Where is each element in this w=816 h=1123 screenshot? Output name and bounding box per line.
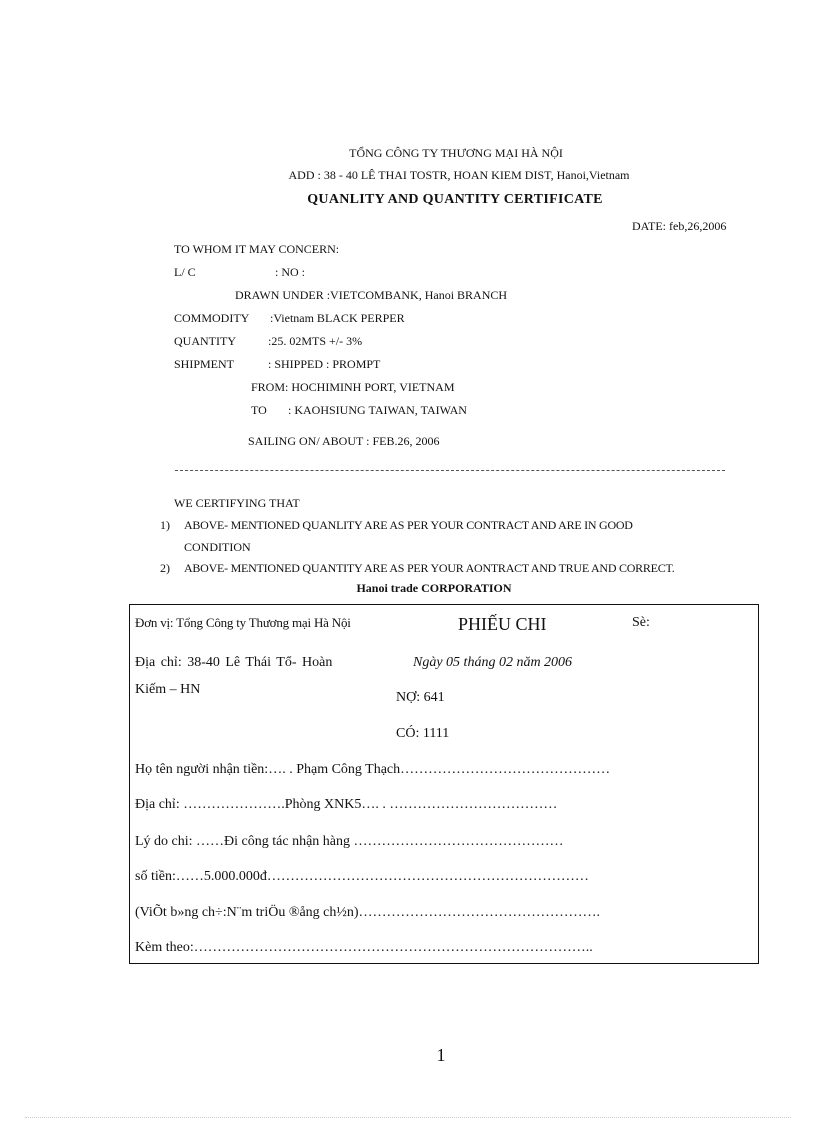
voucher-credit: CÓ: 1111 <box>396 726 450 741</box>
item-text-1-cont: CONDITION <box>184 540 251 554</box>
from-line: FROM: HOCHIMINH PORT, VIETNAM <box>251 380 455 394</box>
voucher-address-line1: Địa chỉ: 38-40 Lê Thái Tổ- Hoàn <box>135 655 333 670</box>
certificate-title: QUANLITY AND QUANTITY CERTIFICATE <box>307 192 603 207</box>
shipment-label: SHIPMENT <box>174 357 235 371</box>
lc-label: L/ C <box>174 265 196 279</box>
voucher-attachments: Kèm theo:………………………………………………………………………….. <box>135 940 593 955</box>
voucher-amount: số tiền:……5.000.000đ…………………………………………………………… <box>135 869 589 884</box>
commodity-label: COMMODITY <box>174 311 250 325</box>
lc-number: : NO : <box>275 265 305 279</box>
company-address: ADD : 38 - 40 LÊ THAI TOSTR, HOAN KIEM DIST, Hanoi,Vietnam <box>288 168 630 182</box>
commodity-value: :Vietnam BLACK PERPER <box>270 311 405 325</box>
certificate-date: DATE: feb,26,2006 <box>632 219 727 233</box>
dashed-divider <box>175 470 725 471</box>
voucher-reason: Lý do chi: ……Đi công tác nhận hàng ……………………………………… <box>135 834 564 849</box>
item-text-2: ABOVE- MENTIONED QUANTITY ARE AS PER YOUR AONTRACT AND TRUE AND CORRECT. <box>184 561 675 575</box>
sailing-line: SAILING ON/ ABOUT : FEB.26, 2006 <box>248 434 440 448</box>
quantity-label: QUANTITY <box>174 334 236 348</box>
to-value: : KAOHSIUNG TAIWAN, TAIWAN <box>288 403 467 417</box>
drawn-under-line: DRAWN UNDER :VIETCOMBANK, Hanoi BRANCH <box>235 288 508 302</box>
page-number: 1 <box>436 1045 446 1065</box>
voucher-recipient-address: Địa chỉ: ………………….Phòng XNK5…. . ……………………………… <box>135 797 558 812</box>
item-text-1: ABOVE- MENTIONED QUANLITY ARE AS PER YOUR CONTRACT AND ARE IN GOOD <box>184 518 633 532</box>
item-number-1: 1) <box>160 518 170 532</box>
voucher-amount-in-words: (ViÕt b»ng ch÷:N¨m triÖu ®ång ch½n)……………………………………………. <box>135 905 601 920</box>
voucher-date: Ngày 05 tháng 02 năm 2006 <box>413 655 573 670</box>
voucher-title: PHIẾU CHI <box>458 614 547 634</box>
voucher-unit: Đơn vị: Tổng Công ty Thương mại Hà Nội <box>135 615 351 630</box>
signature-line: Hanoi trade CORPORATION <box>356 581 512 595</box>
certifying-line: WE CERTIFYING THAT <box>174 496 300 510</box>
to-label: TO <box>251 403 267 417</box>
voucher-address-line2: Kiếm – HN <box>135 682 201 697</box>
shipment-value: : SHIPPED : PROMPT <box>268 357 381 371</box>
company-name: TỔNG CÔNG TY THƯƠNG MẠI HÀ NỘI <box>349 146 563 160</box>
to-whom-line: TO WHOM IT MAY CONCERN: <box>174 242 340 256</box>
voucher-recipient: Họ tên người nhận tiền:…. . Phạm Công Thạch……………………………………… <box>135 762 611 777</box>
voucher-number-label: Sè: <box>632 615 650 630</box>
page-bottom-divider <box>25 1117 791 1118</box>
voucher-debit: NỢ: 641 <box>396 690 445 705</box>
item-number-2: 2) <box>160 561 170 575</box>
quantity-value: :25. 02MTS +/- 3% <box>268 334 363 348</box>
